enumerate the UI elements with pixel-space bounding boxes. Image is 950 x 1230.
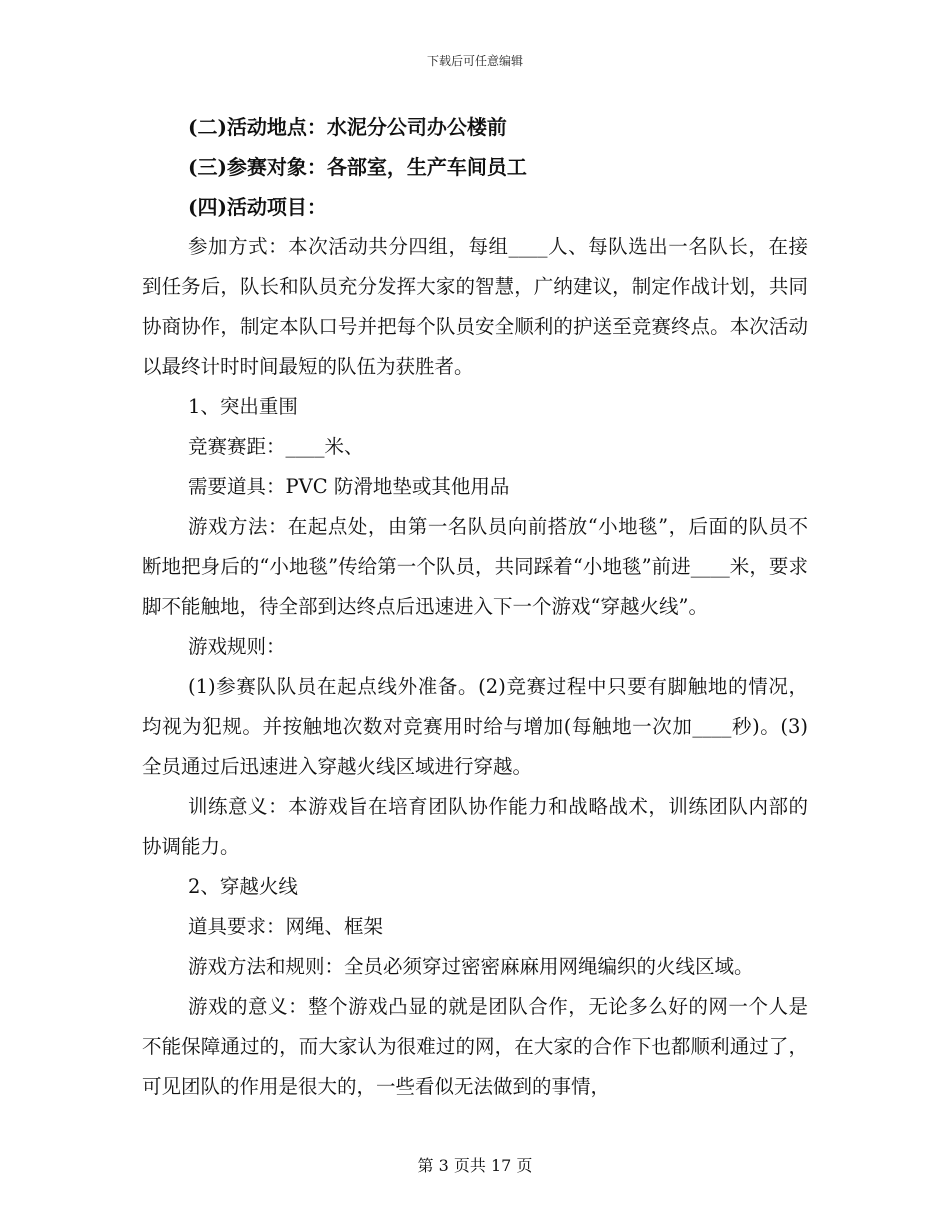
header-note: 下载后可任意编辑 [426, 54, 523, 68]
game1-method: 游戏方法：在起点处，由第一名队员向前搭放“小地毯”，后面的队员不断地把身后的“小地毯”传给第一个队员，共同踩着“小地毯”前进____米，要求脚不能触地，待全部到达终点后迅速进入下一个游戏“穿越火线”。 [142, 515, 808, 618]
section-participants: (三)参赛对象：各部室，生产车间员工 [188, 155, 527, 179]
section-location: (二)活动地点：水泥分公司办公楼前 [188, 115, 507, 139]
game2-props: 道具要求：网绳、框架 [188, 915, 384, 938]
paragraph-method: 参加方式：本次活动共分四组，每组____人、每队选出一名队长，在接到任务后，队长和队员充分发挥大家的智慧，广纳建议，制定作战计划，共同协商协作，制定本队口号并把每个队员安全顺利的护送至竞赛终点。本次活动以最终计时时间最短的队伍为获胜者。 [142, 235, 808, 378]
game2-method: 游戏方法和规则：全员必须穿过密密麻麻用网绳编织的火线区域。 [188, 955, 754, 978]
game2-title: 2、穿越火线 [188, 875, 298, 898]
section-items-title: (四)活动项目： [188, 195, 327, 219]
game1-title: 1、突出重围 [188, 395, 298, 418]
game1-rules-title: 游戏规则： [188, 635, 286, 658]
game1-distance: 竞赛赛距：____米、 [188, 435, 364, 458]
page-footer: 第 3 页共 17 页 [417, 1156, 533, 1175]
document-body [142, 107, 808, 1107]
game1-meaning: 训练意义：本游戏旨在培育团队协作能力和战略战术，训练团队内部的协调能力。 [142, 795, 808, 858]
game2-meaning: 游戏的意义：整个游戏凸显的就是团队合作，无论多么好的网一个人是不能保障通过的，而大家认为很难过的网，在大家的合作下也都顺利通过了，可见团队的作用是很大的，一些看似无法做到的事情， [142, 995, 808, 1098]
game1-props: 需要道具：PVC 防滑地垫或其他用品 [188, 475, 510, 498]
game1-rules: (1)参赛队队员在起点线外准备。(2)竞赛过程中只要有脚触地的情况，均视为犯规。并按触地次数对竞赛用时给与增加(每触地一次加____秒)。(3)全员通过后迅速进入穿越火线区域进行穿越。 [142, 675, 808, 778]
